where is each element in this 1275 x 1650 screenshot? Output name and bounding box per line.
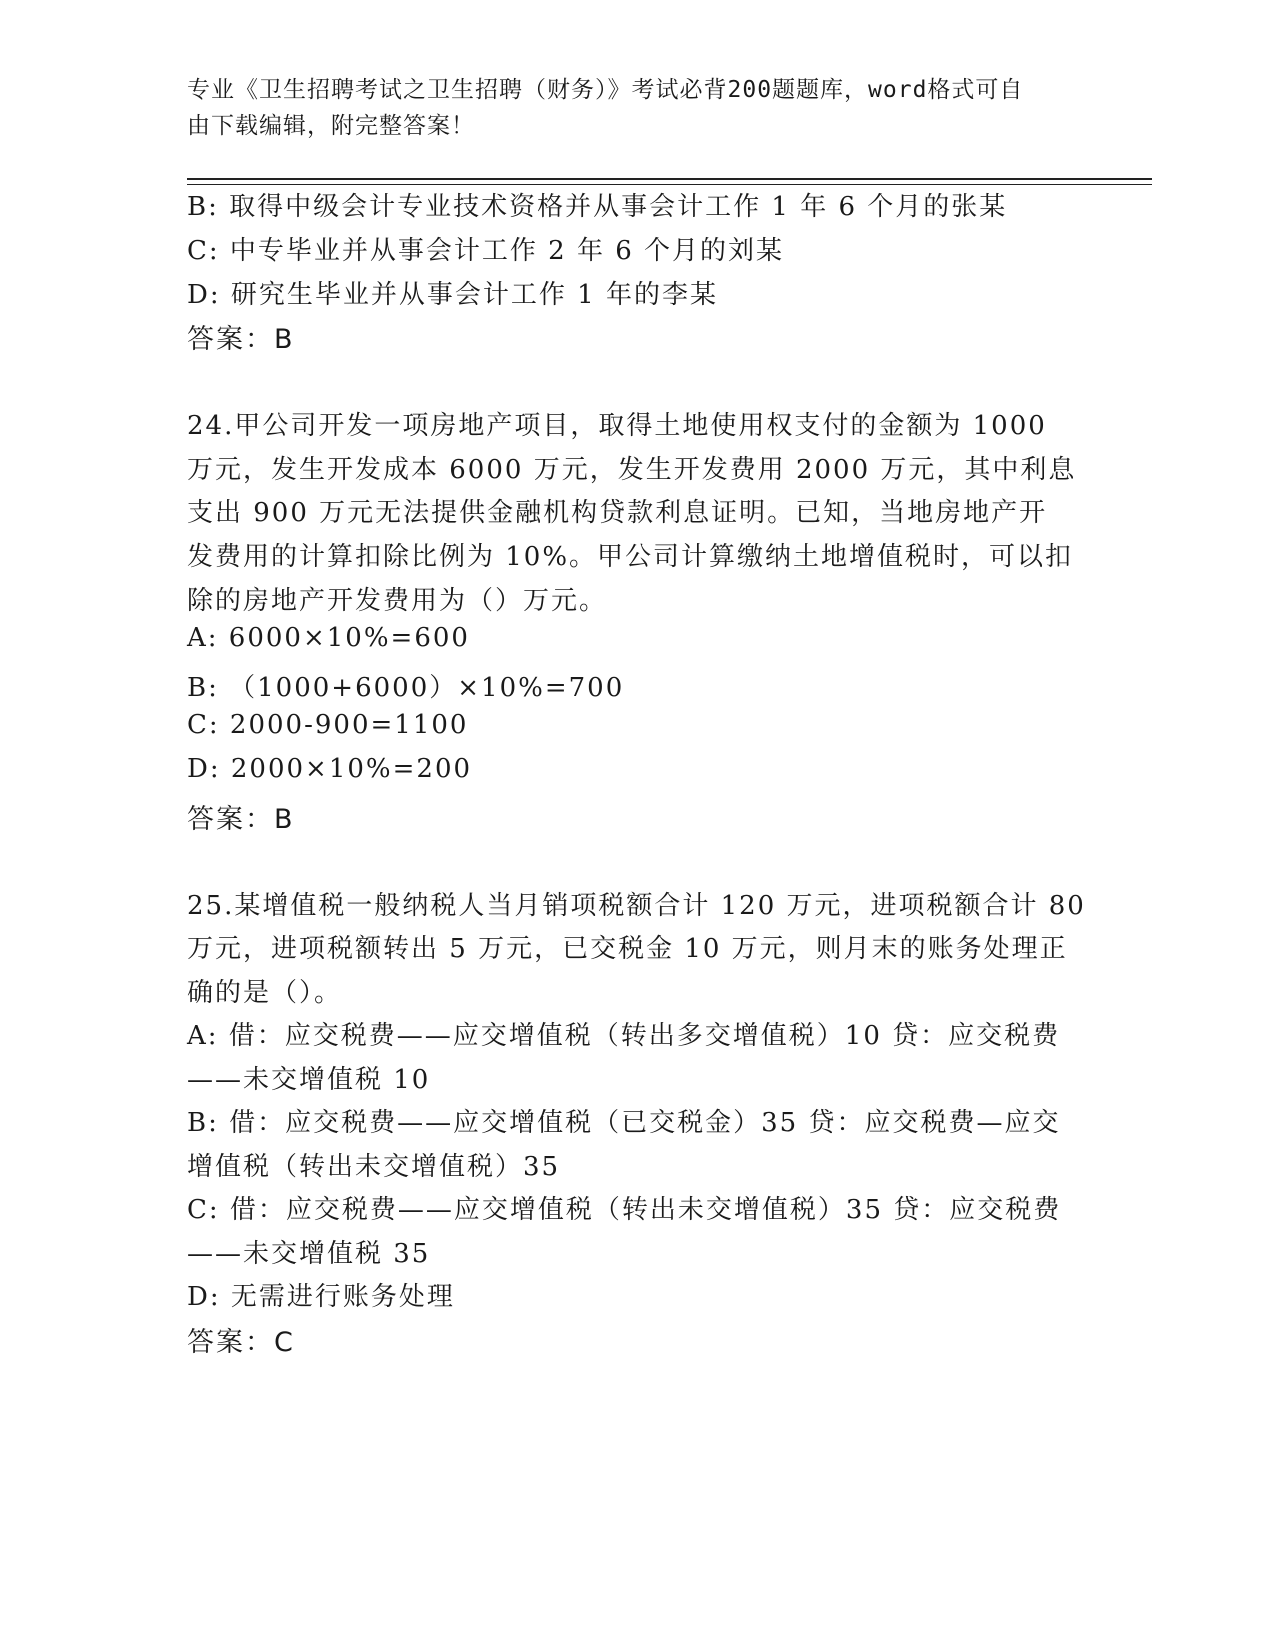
q25-answer: 答案：C — [187, 1327, 295, 1358]
q24-option-c: C: 2000-900=1100 — [187, 710, 469, 740]
header-divider-thick — [187, 178, 1152, 180]
q25-stem-line: 万元，进项税额转出 5 万元，已交税金 10 万元，则月末的账务处理正 — [187, 934, 1068, 964]
q25-stem-line: 25.某增值税一般纳税人当月销项税额合计 120 万元，进项税额合计 80 — [187, 891, 1086, 921]
page-header — [187, 72, 1067, 144]
q23-option-b: B: 取得中级会计专业技术资格并从事会计工作 1 年 6 个月的张某 — [187, 192, 1008, 222]
q24-option-a: A: 6000×10%=600 — [187, 623, 470, 653]
q25-option-b: B: 借：应交税费——应交增值税（已交税金）35 贷：应交税费—应交 — [187, 1108, 1061, 1138]
q24-stem-line: 支出 900 万元无法提供金融机构贷款利息证明。已知，当地房地产开 — [187, 498, 1048, 528]
q24-answer: 答案：B — [187, 804, 295, 835]
q25-option-a: A: 借：应交税费——应交增值税（转出多交增值税）10 贷：应交税费 — [187, 1021, 1061, 1051]
q24-option-d: D: 2000×10%=200 — [187, 754, 473, 784]
q25-option-b-cont: 增值税（转出未交增值税）35 — [187, 1152, 561, 1182]
q25-option-c-cont: ——未交增值税 35 — [187, 1239, 431, 1269]
q24-option-b: B: （1000+6000）×10%=700 — [187, 673, 625, 703]
q23-answer: 答案：B — [187, 324, 295, 355]
q25-option-c: C: 借：应交税费——应交增值税（转出未交增值税）35 贷：应交税费 — [187, 1195, 1062, 1225]
q23-option-d: D: 研究生毕业并从事会计工作 1 年的李某 — [187, 280, 718, 310]
q24-stem-line: 除的房地产开发费用为（）万元。 — [187, 586, 608, 616]
q25-option-a-cont: ——未交增值税 10 — [187, 1065, 431, 1095]
header-title-line-1: 专业《卫生招聘考试之卫生招聘（财务）》考试必背200题题库，word格式可自 — [187, 77, 1024, 103]
q25-stem-line: 确的是（）。 — [187, 978, 343, 1008]
q24-stem-line: 万元，发生开发成本 6000 万元，发生开发费用 2000 万元，其中利息 — [187, 455, 1077, 485]
q24-stem-line: 发费用的计算扣除比例为 10%。甲公司计算缴纳土地增值税时，可以扣 — [187, 542, 1074, 572]
q23-option-c: C: 中专毕业并从事会计工作 2 年 6 个月的刘某 — [187, 236, 785, 266]
q24-stem-line: 24.甲公司开发一项房地产项目，取得土地使用权支付的金额为 1000 — [187, 411, 1047, 441]
q25-option-d: D: 无需进行账务处理 — [187, 1282, 455, 1312]
header-divider-thin — [187, 184, 1152, 185]
header-title-line-2: 由下载编辑，附完整答案！ — [187, 113, 475, 139]
